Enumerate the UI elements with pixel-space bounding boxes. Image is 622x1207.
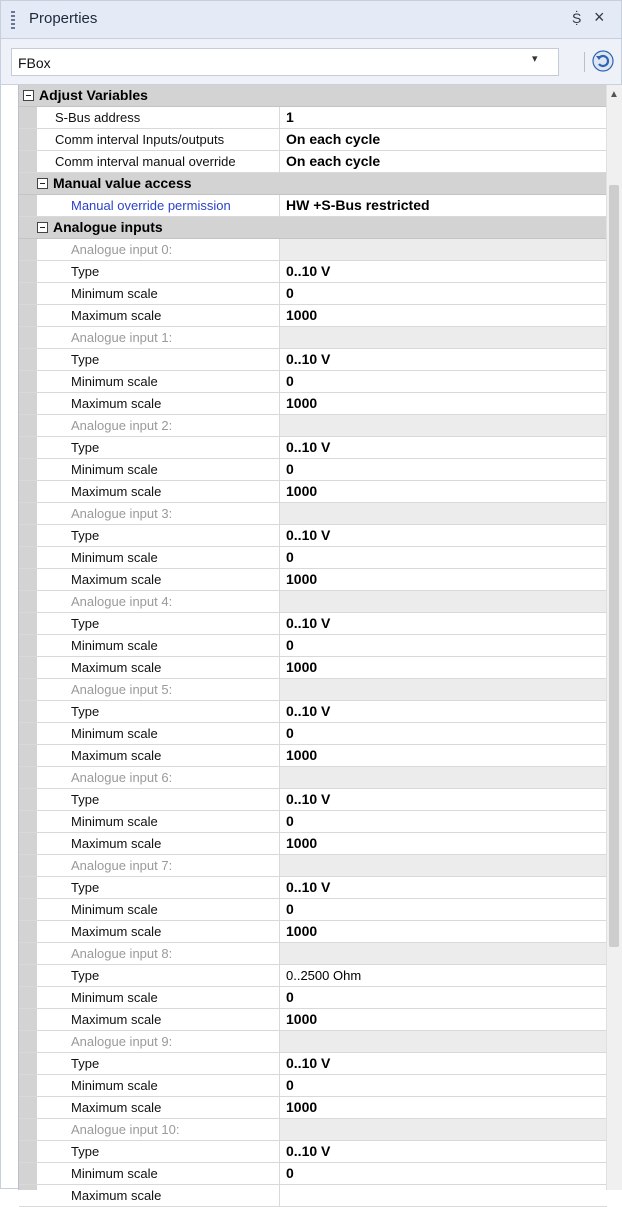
property-name: Analogue input 1:	[19, 327, 279, 349]
property-name: Analogue input 7:	[19, 855, 279, 877]
property-name: Maximum scale	[19, 481, 279, 503]
property-name: Type	[19, 789, 279, 811]
property-value[interactable]: On each cycle	[279, 151, 607, 173]
drag-grip-icon[interactable]	[11, 11, 15, 31]
property-value[interactable]: 0..10 V	[279, 1053, 607, 1075]
property-name: Maximum scale	[19, 833, 279, 855]
property-value[interactable]: 1	[279, 107, 607, 129]
property-value[interactable]: 0..10 V	[279, 789, 607, 811]
analogue-input-header[interactable]	[19, 415, 607, 437]
analogue-type-row[interactable]	[19, 613, 607, 635]
property-value[interactable]: 0	[279, 1163, 607, 1185]
property-name: S-Bus address	[19, 107, 279, 129]
property-value[interactable]: On each cycle	[279, 129, 607, 151]
analogue-max-row[interactable]	[19, 393, 607, 415]
property-value[interactable]: 0..10 V	[279, 877, 607, 899]
category-adjust-variables[interactable]	[19, 85, 607, 107]
property-name: Maximum scale	[19, 569, 279, 591]
property-row[interactable]	[19, 151, 607, 173]
property-name: Minimum scale	[19, 283, 279, 305]
analogue-input-header[interactable]	[19, 943, 607, 965]
category-adjust-variables-title: Adjust Variables	[39, 87, 148, 103]
property-value[interactable]: 0..10 V	[279, 613, 607, 635]
property-value[interactable]: 1000	[279, 745, 607, 767]
property-value	[279, 415, 607, 437]
property-value	[279, 855, 607, 877]
property-name: Minimum scale	[19, 723, 279, 745]
analogue-input-header[interactable]	[19, 679, 607, 701]
property-value[interactable]: 1000	[279, 1097, 607, 1119]
toolbar-separator	[584, 52, 585, 72]
analogue-min-row[interactable]	[19, 899, 607, 921]
property-value[interactable]: 0..10 V	[279, 701, 607, 723]
property-value[interactable]: 0	[279, 811, 607, 833]
refresh-icon[interactable]	[591, 49, 615, 73]
analogue-type-row[interactable]	[19, 525, 607, 547]
analogue-max-row[interactable]	[19, 745, 607, 767]
category-analogue-inputs[interactable]	[19, 217, 607, 239]
property-name: Minimum scale	[19, 635, 279, 657]
analogue-type-row[interactable]	[19, 1141, 607, 1163]
object-selector[interactable]	[11, 48, 559, 76]
category-analogue-inputs-label-wrap	[19, 219, 163, 235]
property-value[interactable]: 0	[279, 547, 607, 569]
scroll-up-icon[interactable]: ▲	[609, 89, 619, 100]
property-name: Analogue input 4:	[19, 591, 279, 613]
property-name: Type	[19, 261, 279, 283]
analogue-type-row[interactable]	[19, 261, 607, 283]
panel-title: Properties	[29, 10, 98, 27]
property-name: Manual override permission	[19, 195, 279, 217]
analogue-min-row[interactable]	[19, 723, 607, 745]
property-value[interactable]: 1000	[279, 657, 607, 679]
analogue-type-row[interactable]	[19, 965, 607, 987]
collapse-icon[interactable]	[37, 178, 48, 189]
category-adjust-variables-label-wrap	[19, 87, 148, 103]
analogue-min-row[interactable]	[19, 283, 607, 305]
property-row[interactable]	[19, 107, 607, 129]
property-value[interactable]: 1000	[279, 305, 607, 327]
analogue-input-header[interactable]	[19, 503, 607, 525]
property-row[interactable]	[19, 129, 607, 151]
property-value[interactable]: 1000	[279, 481, 607, 503]
property-value[interactable]: HW +S-Bus restricted	[279, 195, 607, 217]
property-name: Analogue input 9:	[19, 1031, 279, 1053]
property-grid	[18, 85, 607, 1203]
analogue-min-row[interactable]	[19, 1075, 607, 1097]
property-name: Type	[19, 1053, 279, 1075]
pin-icon[interactable]: Ṩ	[572, 10, 582, 26]
property-name: Minimum scale	[19, 371, 279, 393]
analogue-type-row[interactable]	[19, 349, 607, 371]
property-value	[279, 1031, 607, 1053]
analogue-max-row[interactable]	[19, 657, 607, 679]
object-selector-value: FBox	[18, 55, 51, 71]
property-value[interactable]: 0..10 V	[279, 1141, 607, 1163]
property-value	[279, 943, 607, 965]
category-manual-value-access[interactable]	[19, 173, 607, 195]
analogue-max-row[interactable]	[19, 481, 607, 503]
property-name: Comm interval manual override	[19, 151, 279, 173]
property-name: Type	[19, 965, 279, 987]
property-name: Type	[19, 1141, 279, 1163]
property-name: Analogue input 0:	[19, 239, 279, 261]
property-name: Maximum scale	[19, 745, 279, 767]
property-value	[279, 767, 607, 789]
analogue-input-header[interactable]	[19, 591, 607, 613]
property-value	[279, 679, 607, 701]
property-value[interactable]: 1000	[279, 1009, 607, 1031]
property-value[interactable]: 0..10 V	[279, 261, 607, 283]
property-name: Analogue input 10:	[19, 1119, 279, 1141]
property-name: Comm interval Inputs/outputs	[19, 129, 279, 151]
property-value	[279, 503, 607, 525]
property-value[interactable]: 1000	[279, 569, 607, 591]
analogue-input-header[interactable]	[19, 1031, 607, 1053]
analogue-min-row[interactable]	[19, 635, 607, 657]
analogue-min-row[interactable]	[19, 459, 607, 481]
property-name: Type	[19, 437, 279, 459]
property-value[interactable]: 0..10 V	[279, 437, 607, 459]
analogue-max-row[interactable]	[19, 833, 607, 855]
property-value	[279, 591, 607, 613]
property-name: Analogue input 2:	[19, 415, 279, 437]
scrollbar-thumb[interactable]	[609, 185, 619, 947]
property-name: Minimum scale	[19, 899, 279, 921]
property-name: Maximum scale	[19, 657, 279, 679]
close-icon[interactable]: ×	[594, 7, 605, 27]
property-value	[279, 1119, 607, 1141]
property-name: Maximum scale	[19, 1185, 279, 1207]
analogue-input-header[interactable]	[19, 767, 607, 789]
property-name: Minimum scale	[19, 547, 279, 569]
property-value	[279, 239, 607, 261]
property-name: Minimum scale	[19, 811, 279, 833]
analogue-type-row[interactable]	[19, 701, 607, 723]
property-name: Analogue input 3:	[19, 503, 279, 525]
property-value[interactable]: 0	[279, 987, 607, 1009]
property-name: Maximum scale	[19, 305, 279, 327]
property-name: Type	[19, 349, 279, 371]
property-name: Minimum scale	[19, 1075, 279, 1097]
property-name: Maximum scale	[19, 393, 279, 415]
property-value[interactable]: 0	[279, 899, 607, 921]
analogue-max-row[interactable]	[19, 1185, 607, 1207]
property-name: Maximum scale	[19, 1097, 279, 1119]
collapse-icon[interactable]	[37, 222, 48, 233]
analogue-min-row[interactable]	[19, 811, 607, 833]
analogue-input-header[interactable]	[19, 239, 607, 261]
analogue-max-row[interactable]	[19, 1097, 607, 1119]
property-value[interactable]: 0	[279, 723, 607, 745]
property-name: Minimum scale	[19, 1163, 279, 1185]
property-name: Analogue input 6:	[19, 767, 279, 789]
analogue-input-header[interactable]	[19, 327, 607, 349]
property-value[interactable]: 1000	[279, 833, 607, 855]
property-name: Minimum scale	[19, 459, 279, 481]
collapse-icon[interactable]	[23, 90, 34, 101]
analogue-min-row[interactable]	[19, 371, 607, 393]
analogue-type-row[interactable]	[19, 437, 607, 459]
property-value[interactable]: 0	[279, 283, 607, 305]
property-value[interactable]: 0	[279, 459, 607, 481]
analogue-min-row[interactable]	[19, 987, 607, 1009]
analogue-max-row[interactable]	[19, 305, 607, 327]
property-value[interactable]: 0..10 V	[279, 349, 607, 371]
analogue-max-row[interactable]	[19, 1009, 607, 1031]
analogue-type-row[interactable]	[19, 1053, 607, 1075]
chevron-down-icon[interactable]: ▾	[532, 53, 538, 65]
property-name: Analogue input 8:	[19, 943, 279, 965]
property-name: Type	[19, 701, 279, 723]
vertical-scrollbar[interactable]	[606, 85, 622, 1190]
category-analogue-inputs-title: Analogue inputs	[53, 219, 163, 235]
analogue-max-row[interactable]	[19, 569, 607, 591]
property-value[interactable]: 0	[279, 1075, 607, 1097]
property-name: Type	[19, 613, 279, 635]
property-value[interactable]: 1000	[279, 921, 607, 943]
property-name: Analogue input 5:	[19, 679, 279, 701]
property-value[interactable]: 0	[279, 371, 607, 393]
category-manual-value-access-title: Manual value access	[53, 175, 192, 191]
property-value[interactable]: 0	[279, 635, 607, 657]
analogue-max-row[interactable]	[19, 921, 607, 943]
analogue-input-header[interactable]	[19, 855, 607, 877]
property-value[interactable]: 0..2500 Ohm	[279, 965, 607, 987]
property-name: Minimum scale	[19, 987, 279, 1009]
property-name: Type	[19, 525, 279, 547]
property-row-manual-override[interactable]	[19, 195, 607, 217]
category-manual-value-access-label-wrap	[19, 175, 192, 191]
analogue-min-row[interactable]	[19, 1163, 607, 1185]
panel-title-bar[interactable]	[1, 1, 621, 39]
property-value[interactable]	[279, 1185, 607, 1207]
property-value[interactable]: 1000	[279, 393, 607, 415]
property-name: Maximum scale	[19, 1009, 279, 1031]
property-name: Type	[19, 877, 279, 899]
analogue-type-row[interactable]	[19, 789, 607, 811]
property-value[interactable]: 0..10 V	[279, 525, 607, 547]
property-value	[279, 327, 607, 349]
property-name: Maximum scale	[19, 921, 279, 943]
analogue-type-row[interactable]	[19, 877, 607, 899]
object-selector-bar	[1, 39, 621, 85]
analogue-min-row[interactable]	[19, 547, 607, 569]
analogue-input-header[interactable]	[19, 1119, 607, 1141]
